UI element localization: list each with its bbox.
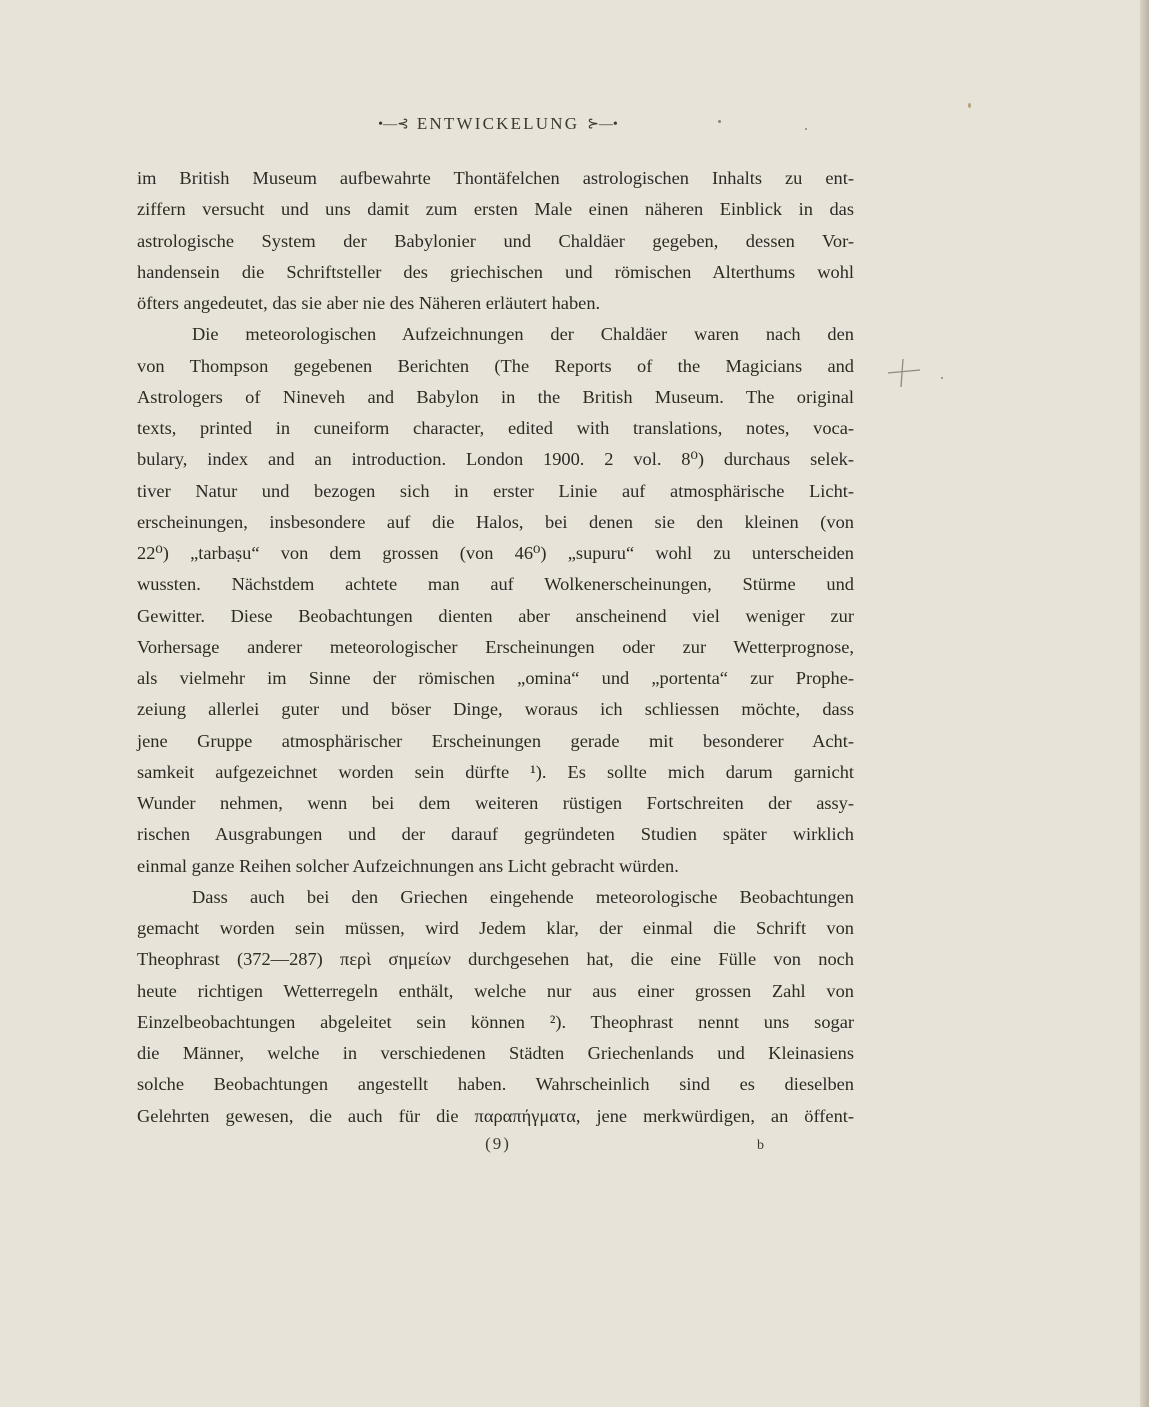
text-line: texts, printed in cuneiform character, edited with translations, notes, voca- [137,418,854,438]
text-line: erscheinungen, insbesondere auf die Halos, bei denen sie den kleinen (von [137,511,854,532]
text-line: samkeit aufgezeichnet worden sein dürfte ¹). Es sollte mich darum garnicht [137,761,854,782]
text-line: handensein die Schriftsteller des griechischen und römischen Alterthums wohl [137,261,854,282]
text-line: Astrologers of Nineveh and Babylon in the British Museum. The original [137,386,854,407]
text-line: gemacht worden sein müssen, wird Jedem klar, der einmal die Schrift von [137,918,854,938]
text-line: astrologische System der Babylonier und Chaldäer gegeben, dessen Vor- [137,230,854,251]
paper-speck [941,377,943,379]
text-line: jene Gruppe atmosphärischer Erscheinungen gerade mit besonderer Acht- [137,730,854,751]
text-line: Die meteorologischen Aufzeichnungen der Chaldäer waren nach den [192,324,854,345]
text-line: von Thompson gegebenen Berichten (The Reports of the Magicians and [137,355,854,376]
text-line: solche Beobachtungen angestellt haben. Wahrscheinlich sind es dieselben [137,1074,854,1095]
paper-speck [718,120,721,123]
page-edge [1140,0,1149,1407]
text-line: Vorhersage anderer meteorologischer Erscheinungen oder zur Wetterprognose, [137,636,854,657]
signature-mark: b [757,1138,764,1153]
text-line: zeiung allerlei guter und böser Dinge, woraus ich schliessen möchte, dass [137,699,854,720]
text-line: Einzelbeobachtungen abgeleitet sein können ²). Theophrast nennt uns sogar [137,1011,854,1032]
text-line: die Männer, welche in verschiedenen Städten Griechenlands und Kleinasiens [137,1043,854,1063]
text-line: öfters angedeutet, das sie aber nie des Näheren erläutert haben. [137,293,601,313]
ornament-left-icon: •—⊰ [378,117,409,132]
text-line: im British Museum aufbewahrte Thontäfelchen astrologischen Inhalts zu ent- [137,168,854,188]
paper-speck [805,128,807,130]
running-title: ENTWICKELUNG [416,114,580,133]
margin-cross-mark-icon [886,354,922,390]
text-line: tiver Natur und bezogen sich in erster Linie auf atmosphärische Licht- [137,480,854,501]
text-line: Wunder nehmen, wenn bei dem weiteren rüstigen Fortschreiten der assy- [137,793,854,813]
text-line: rischen Ausgrabungen und der darauf gegründeten Studien später wirklich [137,824,854,845]
text-line: Gelehrten gewesen, die auch für die παραπήγματα, jene merkwürdigen, an öffent- [137,1105,854,1126]
text-line: einmal ganze Reihen solcher Aufzeichnungen ans Licht gebracht würden. [137,855,679,876]
paper-speck [968,103,971,108]
text-line: Gewitter. Diese Beobachtungen dienten aber anscheinend viel weniger zur [137,605,854,626]
text-line: wussten. Nächstdem achtete man auf Wolkenerscheinungen, Stürme und [137,574,854,595]
body-text [137,163,854,1132]
text-line: ziffern versucht und uns damit zum ersten Male einen näheren Einblick in das [137,199,854,220]
text-line: Dass auch bei den Griechen eingehende meteorologische Beobachtungen [192,886,854,907]
text-line: Theophrast (372—287) περὶ σημείων durchgesehen hat, die eine Fülle von noch [137,949,854,970]
text-line: bulary, index and an introduction. London 1900. 2 vol. 8⁰) durchaus selek- [137,449,854,470]
running-head [0,114,996,134]
ornament-right-icon: ⊱—• [587,117,618,132]
text-line: heute richtigen Wetterregeln enthält, welche nur aus einer grossen Zahl von [137,980,854,1001]
text-line: 22⁰) „tarbaṣu“ von dem grossen (von 46⁰) „supuru“ wohl zu unterscheiden [137,543,854,563]
text-line: als vielmehr im Sinne der römischen „omina“ und „portenta“ zur Prophe- [137,668,854,688]
page-number: (9) [485,1134,511,1153]
